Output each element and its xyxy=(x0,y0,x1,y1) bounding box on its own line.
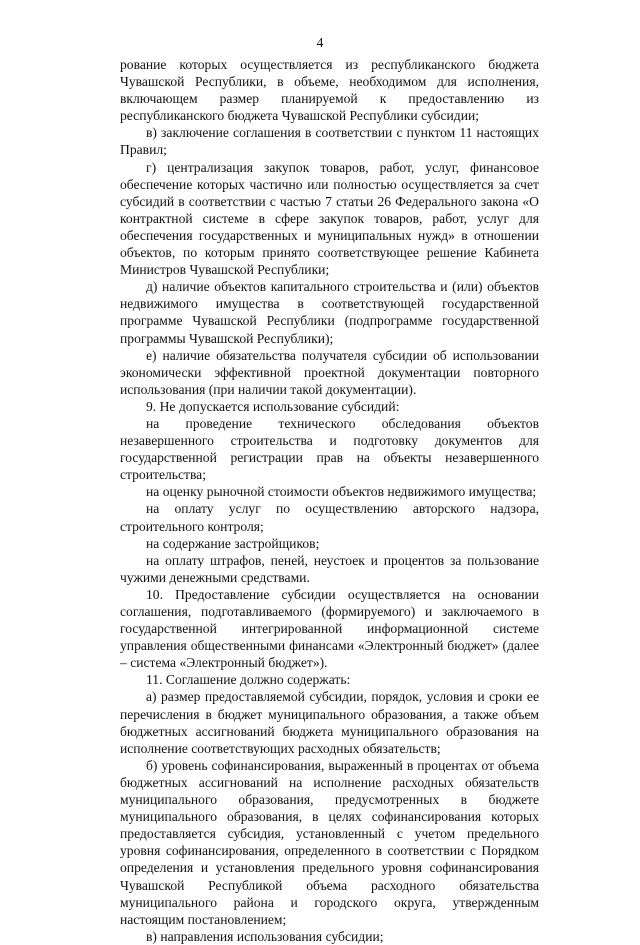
paragraph: 9. Не допускается использование субсидий: xyxy=(146,398,400,414)
page-number: 4 xyxy=(316,35,324,50)
paragraph: на оплату услуг по осуществлению авторского надзора, строительного контроля; xyxy=(120,501,539,534)
paragraph: а) размер предоставляемой субсидии, порядок, условия и сроки ее перечисления в бюджет муниципального образования, а также объем бюджетных ассигнований бюджета муниципального образования на исполнение соответствующих расходных обязательств; xyxy=(120,689,539,756)
paragraph: на содержание застройщиков; xyxy=(146,535,320,551)
paragraph: в) направления использования субсидии; xyxy=(146,928,384,944)
body-text xyxy=(120,56,539,945)
paragraph: б) уровень софинансирования, выраженный в процентах от объема бюджетных ассигнований на исполнение расходных обязательств муниципального образования, предусмотренных в бюджете муниципального образования, в целях софинансирования которых предоставляется субсидия, установленный с учетом предельного уровня софинансирования, определенного в соответствии с Порядком определения и установления предельного уровня софинансирования Чувашской Республикой объема расходного обязательства муниципального района и городского округа, утвержденным настоящим постановлением; xyxy=(120,757,539,927)
paragraph: в) заключение соглашения в соответствии с пунктом 11 настоящих Правил; xyxy=(120,125,539,158)
paragraph: е) наличие обязательства получателя субсидии об использовании экономически эффективной проектной документации повторного использования (при наличии такой документации). xyxy=(120,347,539,397)
paragraph: на оценку рыночной стоимости объектов недвижимого имущества; xyxy=(146,484,537,500)
paragraph: на проведение технического обследования объектов незавершенного строительства и подготовку документов для государственной регистрации прав на объекты незавершенного строительства; xyxy=(120,415,539,483)
paragraph: г) централизация закупок товаров, работ, услуг, финансовое обеспечение которых частично или полностью осуществляется за счет субсидий в соответствии с частью 7 статьи 26 Федерального закона «О контрактной системе в сфере закупок товаров, работ, услуг для обеспечения государственных и муниципальных нужд» в отношении объектов, по которым принято соответствующее решение Кабинета Министров Чувашской Республики; xyxy=(120,159,539,278)
paragraph: на оплату штрафов, пеней, неустоек и процентов за пользование чужими денежными средствами. xyxy=(120,552,539,585)
paragraph: 11. Соглашение должно содержать: xyxy=(146,672,351,688)
paragraph: рование которых осуществляется из республиканского бюджета Чувашской Республики, в объеме, необходимом для исполнения, включающем размер планируемой к предоставлению из республиканского бюджета Чувашской Республики субсидии; xyxy=(120,57,539,124)
paragraph: 10. Предоставление субсидии осуществляется на основании соглашения, подготавливаемого (формируемого) и заключаемого в государственной интегрированной информационной системе управления общественными финансами «Электронный бюджет» (далее – система «Электронный бюджет»). xyxy=(120,586,539,671)
paragraph: д) наличие объектов капитального строительства и (или) объектов недвижимого имущества в соответствующей государственной программе Чувашской Республики (подпрограмме государственной программы Чувашской Республики); xyxy=(120,279,539,346)
